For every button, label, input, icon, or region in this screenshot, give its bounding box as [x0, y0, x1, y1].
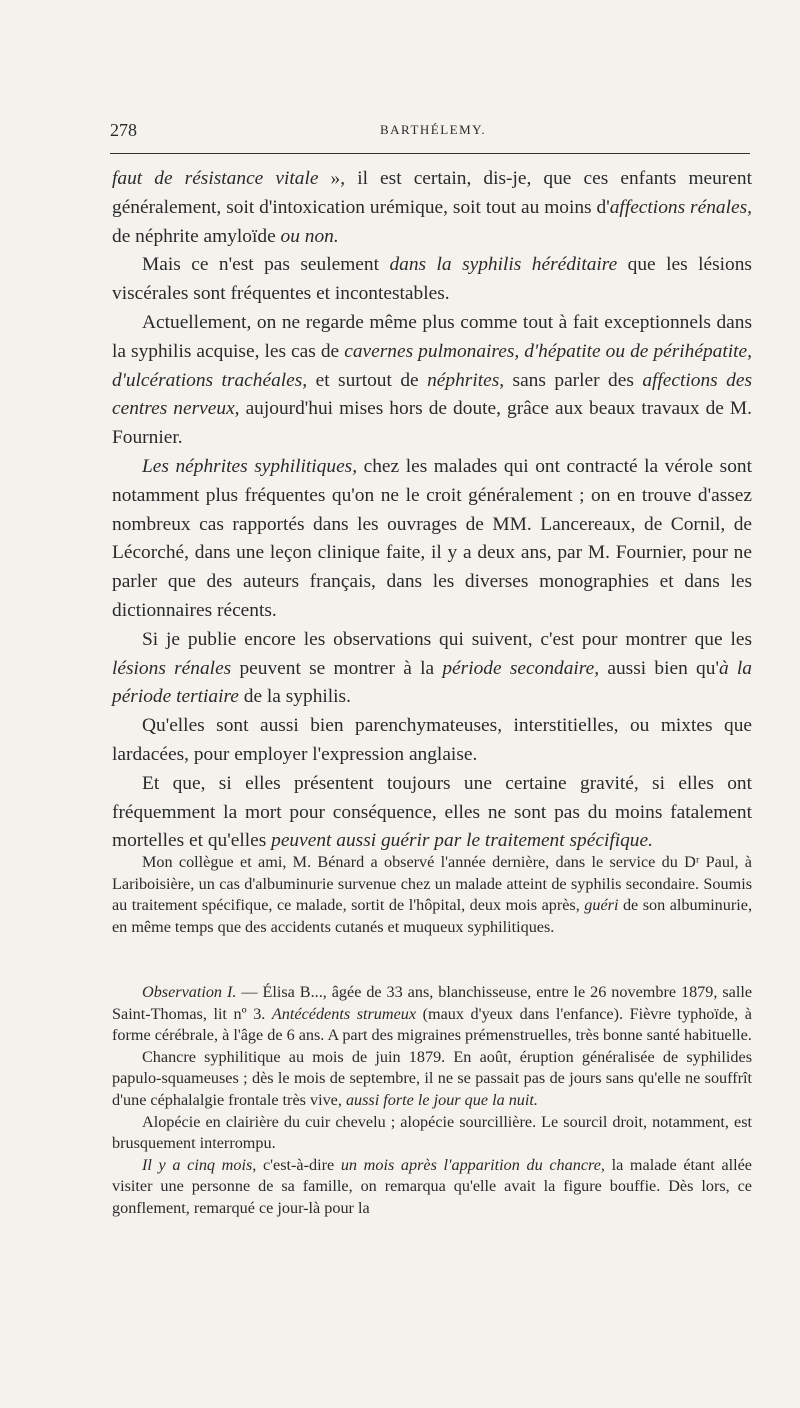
- italic-run: guéri: [584, 896, 619, 915]
- text-run: Actuellement, on ne regarde même plus comme tout à fait exceptionnels dans la syphilis acquise, les cas de: [112, 311, 752, 362]
- italic-run: lésions rénales: [112, 657, 232, 679]
- italic-run: Il y a cinq mois,: [142, 1155, 257, 1174]
- paragraph: [112, 251, 752, 309]
- text-run: et surtout de: [307, 369, 428, 391]
- italic-run: un mois après l'apparition du chancre,: [340, 1155, 605, 1174]
- italic-run: affections des centres nerveux,: [112, 369, 752, 420]
- text-run: aujourd'hui mises hors de doute, grâce aux beaux travaux de M. Fournier.: [112, 398, 752, 449]
- italic-run: Les néphrites syphilitiques,: [142, 455, 358, 477]
- text-run: de la syphilis.: [238, 686, 351, 708]
- italic-run: à la période tertiaire: [112, 657, 752, 708]
- text-run: Qu'elles sont aussi bien parenchymateuses, interstitielles, ou mixtes que lardacées, pour employer l'expression anglaise.: [112, 715, 752, 765]
- note-block: [112, 852, 752, 938]
- text-run: peuvent se montrer à la: [231, 657, 443, 679]
- text-run: Alopécie en clairière du cuir chevelu ; alopécie sourcillière. Le sourcil droit, notamment, est brusquement interrompu.: [112, 1112, 752, 1153]
- paragraph: [112, 770, 752, 856]
- italic-run: néphrites,: [427, 369, 505, 391]
- observation-paragraph: [112, 982, 752, 1047]
- text-run: Chancre syphilitique au mois de juin 1879. En août, éruption généralisée de syphilides papulo-squameuses ; dès le mois de septembre, il ne se passait pas de jours sans qu'elle ne souffrît d'une céphalalgie frontale très vive,: [112, 1047, 752, 1109]
- text-run: c'est-à-dire: [256, 1155, 341, 1174]
- text-run: sans parler des: [504, 369, 643, 391]
- observation-paragraph: [112, 1112, 752, 1155]
- italic-run: période secondaire,: [442, 657, 600, 679]
- italic-run: dans la syphilis héréditaire: [389, 254, 618, 276]
- page-number: 278: [110, 120, 137, 140]
- text-run: chez les malades qui ont contracté la vérole sont notamment plus fréquentes qu'on ne le croit généralement ; on en trouve d'assez nombreux cas rapportés dans les ouvrages de MM. Lancereaux, de Cornil, de Lécorché, dans une leçon clinique faite, il y a deux ans, par M. Fournier, pour ne parler que des auteurs français, dans les diverses monographies et dans les dictionnaires récents.: [112, 455, 752, 621]
- italic-run: cavernes pulmonaires, d'hépatite ou de périhépatite, d'ulcérations trachéales,: [112, 340, 752, 391]
- text-run: que les lésions viscérales sont fréquentes et incontestables.: [112, 254, 752, 305]
- paragraph: [112, 453, 752, 626]
- text-run: — Élisa B..., âgée de 33 ans, blanchisseuse, entre le 26 novembre 1879, salle Saint-Thomas, lit nº 3.: [112, 983, 752, 1023]
- text-run: Mon collègue et ami, M. Bénard a observé l'année dernière, dans le service du Dʳ Paul, à Lariboisière, un cas d'albuminurie survenue chez un malade atteint de syphilis secondaire. Soumis au traitement spécifique, ce malade, sortit de l'hôpital, deux mois après,: [112, 853, 752, 915]
- observation-block: [112, 982, 752, 1220]
- text-run: Mais ce n'est pas seulement: [142, 254, 390, 276]
- note-paragraph: [112, 852, 752, 938]
- text-run: de son albuminurie, en même temps que des accidents cutanés et muqueux syphilitiques.: [112, 896, 752, 936]
- italic-run: ou non.: [280, 225, 339, 247]
- running-title: BARTHÉLEMY.: [380, 122, 487, 137]
- italic-run: aussi forte le jour que la nuit.: [345, 1090, 538, 1109]
- italic-run: affections rénales,: [609, 196, 752, 218]
- text-run: », il est certain, dis-je, que ces enfants meurent généralement, soit d'intoxication urémique, soit tout au moins d': [112, 168, 752, 218]
- page-header: [110, 120, 748, 144]
- text-run: aussi bien qu': [599, 657, 719, 679]
- observation-paragraph: [112, 1047, 752, 1112]
- paragraph: [112, 165, 752, 251]
- observation-paragraph: [112, 1155, 752, 1220]
- text-run: Et que, si elles présentent toujours une certaine gravité, si elles ont fréquemment la mort pour conséquence, elles ne sont pas du moins fatalement mortelles et qu'elles: [112, 772, 752, 852]
- paragraph: [112, 626, 752, 712]
- text-run: de néphrite amyloïde: [112, 225, 281, 247]
- text-run: Si je publie encore les observations qui suivent, c'est pour montrer que les: [142, 628, 752, 650]
- main-text: [112, 165, 752, 856]
- paragraph: [112, 712, 752, 770]
- italic-run: peuvent aussi guérir par le traitement spécifique.: [271, 830, 653, 852]
- text-run: (maux d'yeux dans l'enfance). Fièvre typhoïde, à forme cérébrale, à l'âge de 6 ans. A part des migraines prémenstruelles, très bonne santé habituelle.: [112, 1004, 752, 1045]
- italic-run: Antécédents strumeux: [271, 1004, 417, 1023]
- italic-run: faut de résistance vitale: [112, 168, 319, 189]
- italic-run: Observation I.: [142, 983, 237, 1001]
- paragraph: [112, 309, 752, 453]
- header-rule: [110, 153, 750, 154]
- text-run: la malade étant allée visiter une personne de sa famille, on remarqua qu'elle avait la figure bouffie. Dès lors, ce gonflement, remarqué ce jour-là pour la: [112, 1155, 752, 1217]
